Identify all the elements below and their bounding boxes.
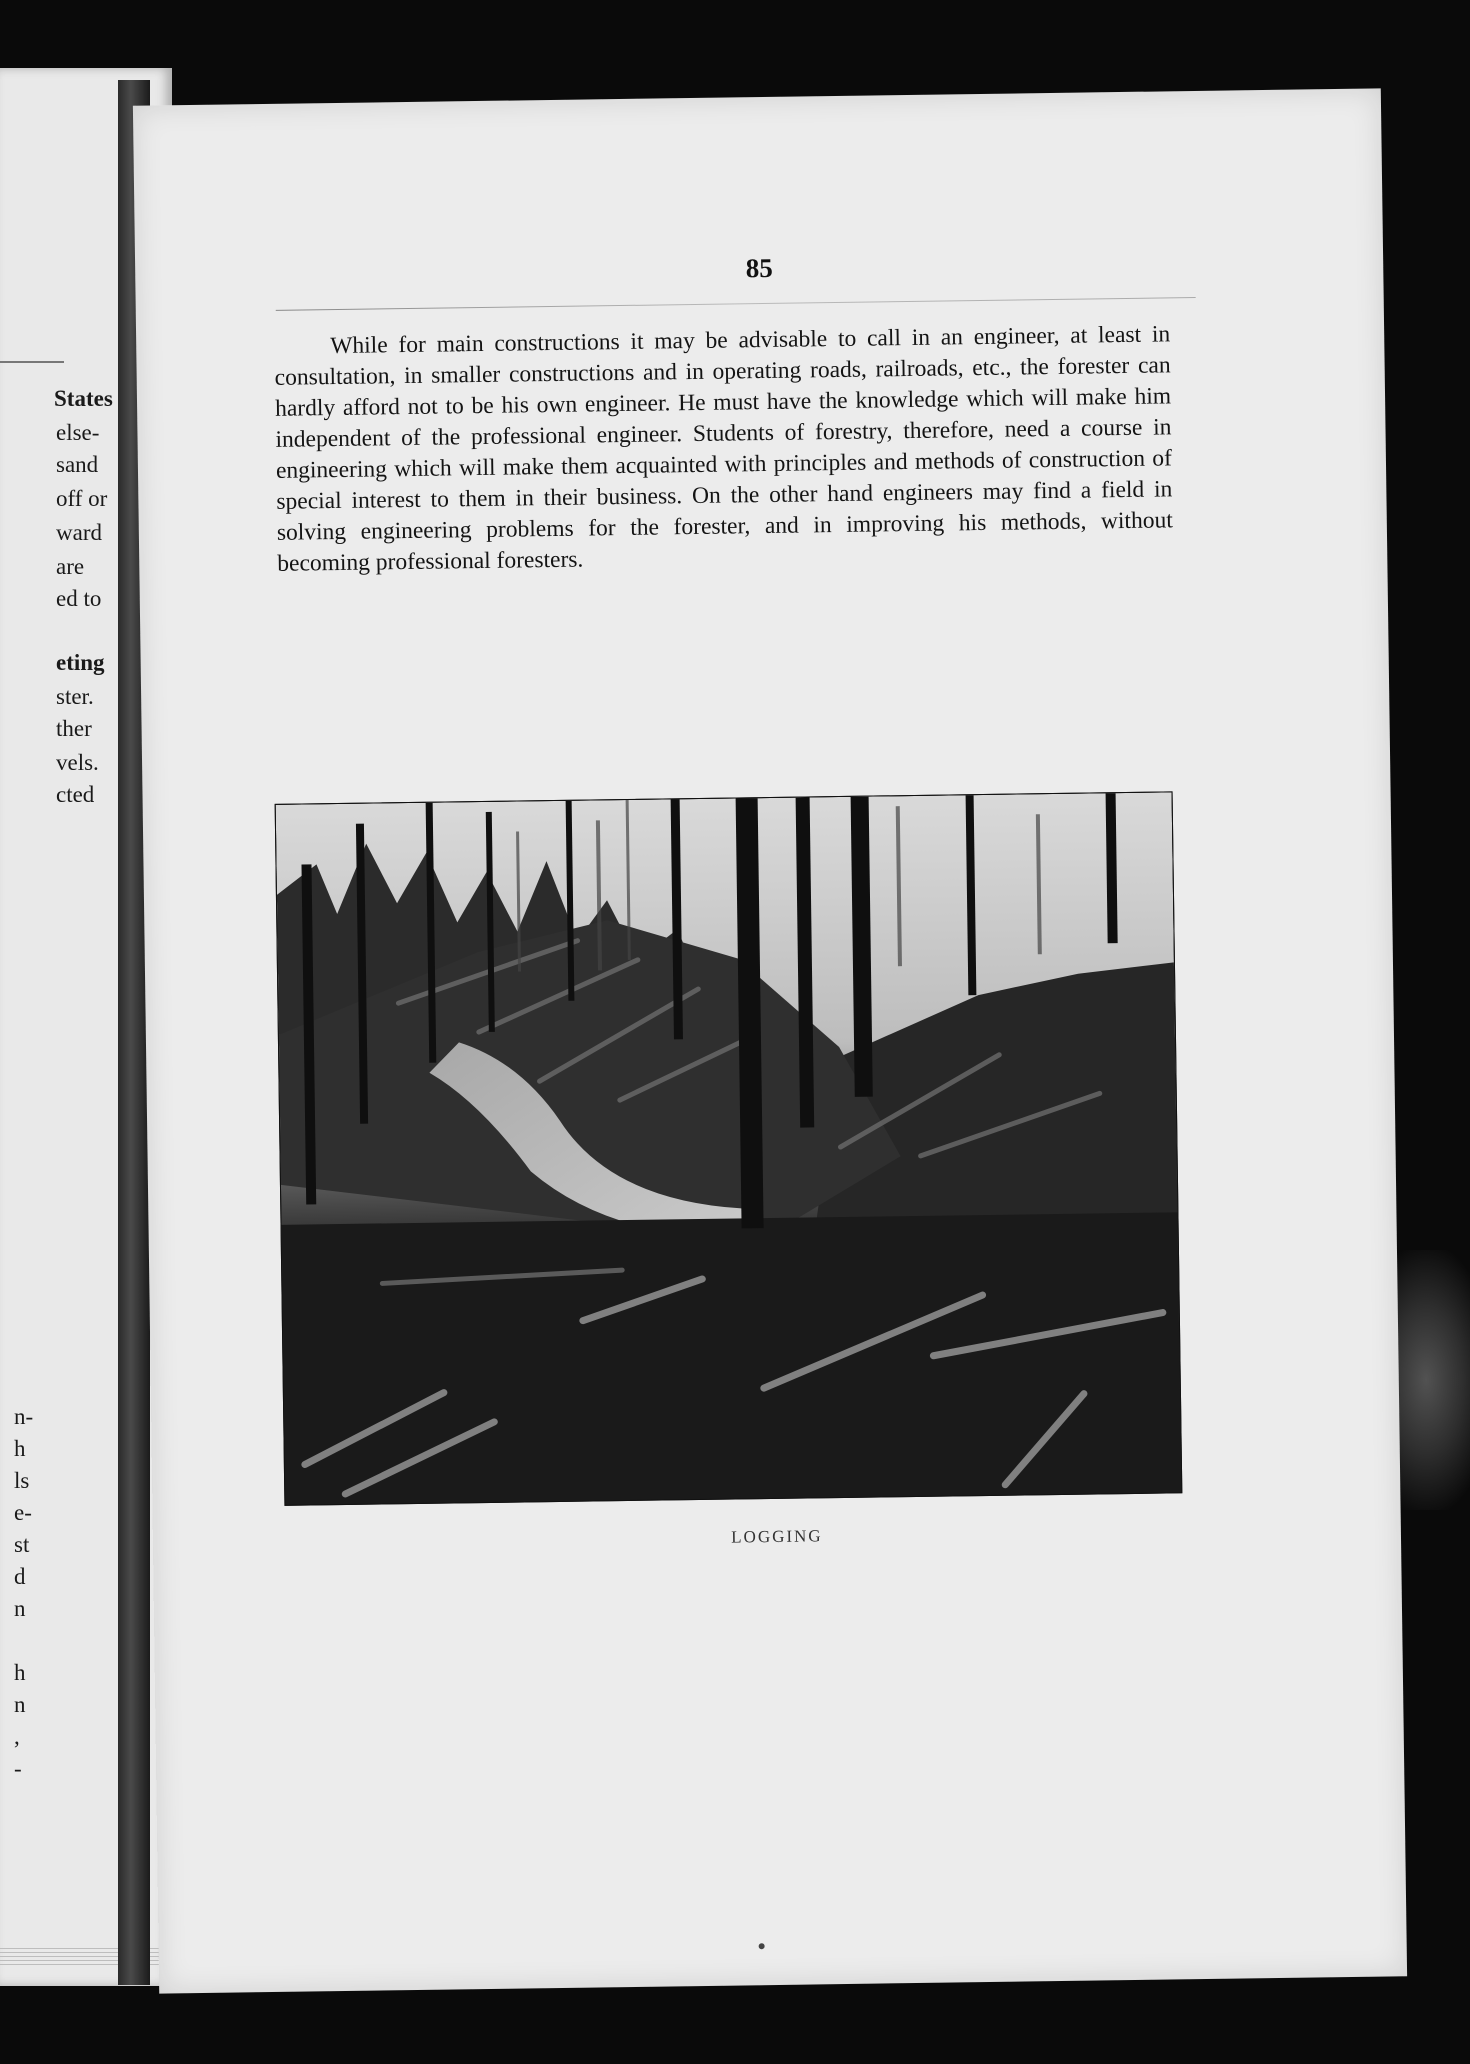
logging-photograph (275, 791, 1183, 1505)
previous-page-text: ls (14, 1468, 30, 1493)
previous-page-rule (0, 361, 64, 363)
previous-page-text: n (14, 1596, 26, 1621)
page-number: 85 (745, 252, 773, 284)
body-paragraph: While for main constructions it may be advisable to call in an engineer, at least in consultation, in smaller constructions and in operating roads, railroads, etc., the forester can hardly afford not to be his own engineer. He must have the knowledge which will make him independent of the professional engineer. Students of forestry, therefore, need a course in engineering which will make them acquainted with principles and methods of construction of special interest to them in their business. On the other hand engineers may find a field in solving engineering problems for the forester, and in improving his methods, without becoming professional foresters. (274, 321, 1173, 577)
previous-page-text: else- (56, 420, 100, 445)
previous-page-text: cted (56, 782, 95, 807)
previous-page-text: sand (56, 452, 99, 477)
previous-page-text: eting (56, 650, 105, 675)
previous-page-text: vels. (56, 750, 99, 775)
previous-page-text: e- (14, 1500, 32, 1525)
previous-page-text: n- (14, 1404, 34, 1429)
previous-page-text: , (14, 1724, 20, 1749)
book-page (133, 88, 1407, 1993)
previous-page-text: h (14, 1436, 26, 1461)
previous-page-text: d (14, 1564, 26, 1589)
previous-page-text: n (14, 1692, 26, 1717)
previous-page-text: are (56, 554, 85, 579)
page-speck (759, 1943, 765, 1949)
previous-page-text: ster. (56, 684, 94, 709)
previous-page-text: st (14, 1532, 30, 1557)
previous-page-text: States (54, 386, 113, 411)
figure-caption: LOGGING (731, 1526, 823, 1547)
previous-page-text: ther (56, 716, 92, 741)
previous-page-text: ward (56, 520, 102, 545)
previous-page-text: ed to (56, 586, 102, 611)
photograph-image (276, 792, 1182, 1504)
previous-page-text: h (14, 1660, 26, 1685)
previous-page-text: - (14, 1756, 22, 1781)
header-rule (276, 297, 1196, 311)
previous-page-text: off or (56, 486, 108, 511)
